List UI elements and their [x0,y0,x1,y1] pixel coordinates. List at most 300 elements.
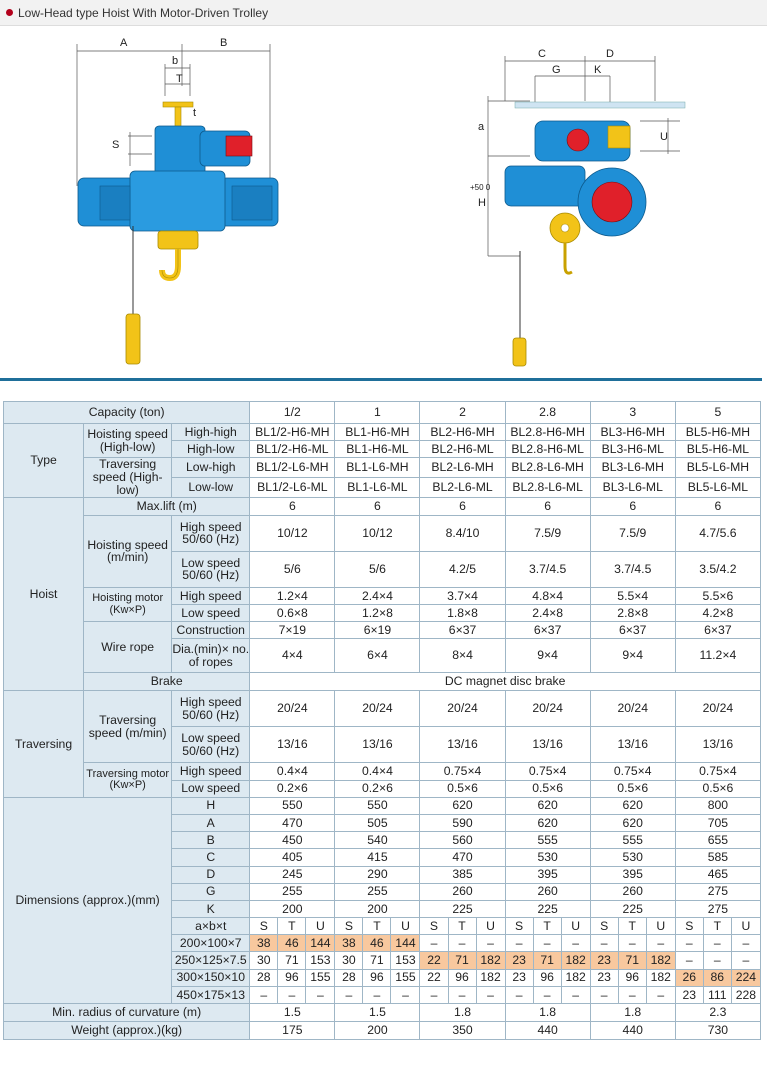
value-cell: 1 [335,402,420,424]
value-cell: BL2-L6-ML [420,478,505,498]
dimension-row-label: D [172,866,250,883]
value-cell: 395 [505,866,590,883]
beam-value-cell: – [250,986,278,1003]
table-row [4,497,761,515]
value-cell: 20/24 [420,691,505,727]
beam-value-cell: – [448,986,476,1003]
value-cell: 225 [505,900,590,917]
table-row [4,622,761,639]
value-cell: 550 [335,797,420,814]
value-cell: 275 [675,883,760,900]
bullet-icon [6,9,13,16]
beam-value-cell: 71 [448,952,476,969]
hoist-label: Hoist [4,497,84,691]
value-cell: 13/16 [590,727,675,763]
value-cell: 1.5 [250,1004,335,1022]
hoist-drawings [0,26,767,376]
beam-value-cell: 71 [533,952,561,969]
stu-header-cell: U [391,918,420,935]
high-speed-label: High speed [172,763,250,780]
table-row [4,691,761,727]
beam-value-cell: 153 [306,952,335,969]
value-cell: 2.3 [675,1004,760,1022]
value-cell: 505 [335,814,420,831]
stu-header-cell: U [731,918,760,935]
value-cell: 5.5×6 [675,587,760,604]
high-speed-label: High speed [172,587,250,604]
value-cell: 1.5 [335,1004,420,1022]
value-cell: 450 [250,832,335,849]
page-header [0,0,767,26]
value-cell: 6 [590,497,675,515]
stu-header-cell: S [335,918,363,935]
beam-row-label: 450×175×13 [172,986,250,1003]
value-cell: BL2-H6-MH [420,424,505,441]
beam-value-cell: 224 [731,969,760,986]
beam-value-cell: 23 [675,986,703,1003]
value-cell: BL2-L6-MH [420,458,505,478]
beam-value-cell: – [703,952,731,969]
table-row [4,402,761,424]
value-cell: 260 [420,883,505,900]
label-K: K [594,64,602,76]
value-cell: 4.2/5 [420,551,505,587]
value-cell: 200 [250,900,335,917]
dimension-row-label: K [172,900,250,917]
beam-value-cell: 182 [646,952,675,969]
value-cell: 0.5×6 [505,780,590,797]
label-b: b [172,55,179,67]
value-cell: 385 [420,866,505,883]
beam-value-cell: 22 [420,952,448,969]
label-A: A [120,37,128,49]
value-cell: 3.7/4.5 [505,551,590,587]
beam-value-cell: 153 [391,952,420,969]
value-cell: 20/24 [250,691,335,727]
value-cell: 620 [590,814,675,831]
value-cell: 2.4×4 [335,587,420,604]
table-row [4,587,761,604]
beam-value-cell: 155 [306,969,335,986]
rope-diameter-label: Dia.(min)× no. of ropes [172,639,250,673]
spec-table [3,401,761,1040]
value-cell: 13/16 [675,727,760,763]
beam-value-cell: – [561,986,590,1003]
value-cell: 9×4 [590,639,675,673]
beam-value-cell: – [306,986,335,1003]
value-cell: BL1-L6-ML [335,478,420,498]
beam-value-cell: 22 [420,969,448,986]
value-cell: 2 [420,402,505,424]
value-cell: 800 [675,797,760,814]
value-cell: 13/16 [420,727,505,763]
high-speed-label: High speed 50/60 (Hz) [172,691,250,727]
beam-value-cell: – [278,986,306,1003]
value-cell: 4×4 [250,639,335,673]
value-cell: BL5-H6-MH [675,424,760,441]
value-cell: 20/24 [505,691,590,727]
type-label: Type [4,424,84,498]
beam-value-cell: 144 [306,935,335,952]
value-cell: 440 [590,1022,675,1040]
beam-value-cell: 38 [250,935,278,952]
value-cell: 0.5×6 [420,780,505,797]
beam-value-cell: 96 [278,969,306,986]
high-speed-label: High speed 50/60 (Hz) [172,515,250,551]
value-cell: 260 [590,883,675,900]
value-cell: 4.7/5.6 [675,515,760,551]
table-row [4,424,761,441]
value-cell: 1.8 [590,1004,675,1022]
beam-value-cell: – [646,986,675,1003]
value-cell: 255 [250,883,335,900]
value-cell: 0.5×6 [590,780,675,797]
value-cell: 6×4 [335,639,420,673]
beam-value-cell: 144 [391,935,420,952]
value-cell: 620 [590,797,675,814]
table-row [4,515,761,551]
label-T: T [176,73,183,85]
beam-value-cell: – [703,935,731,952]
beam-value-cell: 30 [250,952,278,969]
value-cell: 555 [590,832,675,849]
beam-value-cell: 96 [448,969,476,986]
beam-value-cell: – [561,935,590,952]
beam-value-cell: – [533,935,561,952]
value-cell: 0.2×6 [250,780,335,797]
beam-value-cell: 71 [278,952,306,969]
stu-header-cell: S [590,918,618,935]
value-cell: BL3-L6-ML [590,478,675,498]
beam-value-cell: 182 [646,969,675,986]
label-C: C [538,48,546,60]
label-H: H [478,197,486,209]
value-cell: BL3-L6-MH [590,458,675,478]
beam-value-cell: – [533,986,561,1003]
beam-value-cell: – [476,935,505,952]
beam-value-cell: 71 [618,952,646,969]
value-cell: 350 [420,1022,505,1040]
value-cell: BL1-L6-MH [335,458,420,478]
value-cell: 3.7×4 [420,587,505,604]
value-cell: 655 [675,832,760,849]
value-cell: BL1/2-L6-MH [250,458,335,478]
value-cell: 13/16 [335,727,420,763]
beam-value-cell: – [618,986,646,1003]
beam-value-cell: 28 [335,969,363,986]
stu-header-cell: S [505,918,533,935]
value-cell: BL3-H6-ML [590,441,675,458]
beam-value-cell: – [420,935,448,952]
beam-value-cell: – [505,935,533,952]
value-cell: 0.4×4 [250,763,335,780]
beam-value-cell: 182 [561,952,590,969]
label-t: t [193,107,197,119]
value-cell: 0.75×4 [675,763,760,780]
value-cell: 465 [675,866,760,883]
type-row-label: Low-low [172,478,250,498]
beam-value-cell: 71 [363,952,391,969]
construction-label: Construction [172,622,250,639]
value-cell: 6 [335,497,420,515]
value-cell: 290 [335,866,420,883]
table-row [4,797,761,814]
stu-header-cell: U [476,918,505,935]
value-cell: 0.75×4 [505,763,590,780]
value-cell: 6 [420,497,505,515]
value-cell: 200 [335,1022,420,1040]
value-cell: 200 [335,900,420,917]
type-row-label: Low-high [172,458,250,478]
beam-value-cell: – [448,935,476,952]
value-cell: 6×37 [675,622,760,639]
table-row [4,1022,761,1040]
beam-value-cell: – [335,986,363,1003]
value-cell: 8×4 [420,639,505,673]
label-B: B [220,37,228,49]
value-cell: 20/24 [590,691,675,727]
value-cell: 225 [420,900,505,917]
wire-rope-label: Wire rope [84,622,172,673]
max-lift-label: Max.lift (m) [84,497,250,515]
stu-header-cell: T [703,918,731,935]
value-cell: 11.2×4 [675,639,760,673]
value-cell: 550 [250,797,335,814]
beam-row-label: 200×100×7 [172,935,250,952]
value-cell: 3.7/4.5 [590,551,675,587]
beam-value-cell: 155 [391,969,420,986]
beam-row-label: 300×150×10 [172,969,250,986]
table-row [4,458,761,478]
value-cell: 0.4×4 [335,763,420,780]
value-cell: 590 [420,814,505,831]
beam-value-cell: – [731,952,760,969]
value-cell: 7×19 [250,622,335,639]
beam-value-cell: – [590,935,618,952]
value-cell: 530 [505,849,590,866]
beam-value-cell: 228 [731,986,760,1003]
value-cell: BL5-L6-ML [675,478,760,498]
value-cell: 5.5×4 [590,587,675,604]
weight-label: Weight (approx.)(kg) [4,1022,250,1040]
value-cell: 620 [505,814,590,831]
value-cell: 3 [590,402,675,424]
stu-header-cell: U [646,918,675,935]
traversing-speed-type-label: Traversing speed (High-low) [84,458,172,497]
value-cell: 440 [505,1022,590,1040]
value-cell: 415 [335,849,420,866]
beam-value-cell: 26 [675,969,703,986]
beam-value-cell: 96 [363,969,391,986]
value-cell: 1.2×4 [250,587,335,604]
label-D: D [606,48,614,60]
value-cell: 6×37 [505,622,590,639]
value-cell: 20/24 [335,691,420,727]
beam-value-cell: 182 [476,952,505,969]
low-speed-label: Low speed [172,780,250,797]
dimension-row-label: H [172,797,250,814]
beam-value-cell: 38 [335,935,363,952]
table-row [4,763,761,780]
traversing-label: Traversing [4,691,84,797]
value-cell: 245 [250,866,335,883]
table-row [4,1004,761,1022]
label-U: U [660,131,668,143]
low-speed-label: Low speed [172,605,250,622]
value-cell: BL1/2-H6-ML [250,441,335,458]
value-cell: 260 [505,883,590,900]
beam-row-label: 250×125×7.5 [172,952,250,969]
value-cell: 5 [675,402,760,424]
value-cell: 9×4 [505,639,590,673]
dimension-row-label: A [172,814,250,831]
traversing-speed-label: Traversing speed (m/min) [84,691,172,763]
beam-value-cell: 23 [505,952,533,969]
value-cell: 4.8×4 [505,587,590,604]
page-title: Low-Head type Hoist With Motor-Driven Trolley [18,5,269,20]
value-cell: 2.8 [505,402,590,424]
value-cell: BL3-H6-MH [590,424,675,441]
value-cell: 275 [675,900,760,917]
type-row-label: High-high [172,424,250,441]
value-cell: 6 [505,497,590,515]
beam-value-cell: 96 [618,969,646,986]
section-divider [0,378,762,381]
label-S: S [112,139,120,151]
value-cell: 730 [675,1022,760,1040]
value-cell: 1.2×8 [335,605,420,622]
beam-value-cell: 46 [278,935,306,952]
beam-value-cell: 182 [561,969,590,986]
value-cell: 555 [505,832,590,849]
value-cell: 13/16 [250,727,335,763]
curvature-label: Min. radius of curvature (m) [4,1004,250,1022]
stu-header-cell: T [363,918,391,935]
beam-value-cell: 23 [590,969,618,986]
spec-table-body [4,402,761,1040]
value-cell: 0.5×6 [675,780,760,797]
value-cell: 560 [420,832,505,849]
beam-value-cell: 96 [533,969,561,986]
value-cell: 175 [250,1022,335,1040]
stu-header-cell: U [306,918,335,935]
stu-header-cell: T [533,918,561,935]
stu-header-cell: T [278,918,306,935]
value-cell: 1.8 [420,1004,505,1022]
table-row [4,673,761,691]
value-cell: 6×37 [590,622,675,639]
value-cell: 20/24 [675,691,760,727]
value-cell: 225 [590,900,675,917]
value-cell: 620 [420,797,505,814]
hoisting-motor-label: Hoisting motor (Kw×P) [84,587,172,621]
value-cell: 1.8 [505,1004,590,1022]
label-G: G [552,64,561,76]
value-cell: 7.5/9 [505,515,590,551]
value-cell: 1/2 [250,402,335,424]
value-cell: 7.5/9 [590,515,675,551]
value-cell: 5/6 [335,551,420,587]
beam-value-cell: – [675,935,703,952]
value-cell: 6 [250,497,335,515]
value-cell: BL2-H6-ML [420,441,505,458]
value-cell: BL1/2-L6-ML [250,478,335,498]
beam-value-cell: – [420,986,448,1003]
value-cell: 4.2×8 [675,605,760,622]
beam-size-label: a×b×t [172,918,250,935]
value-cell: 6 [675,497,760,515]
value-cell: 705 [675,814,760,831]
value-cell: 10/12 [250,515,335,551]
stu-header-cell: U [561,918,590,935]
value-cell: BL5-H6-ML [675,441,760,458]
beam-value-cell: – [675,952,703,969]
value-cell: 0.2×6 [335,780,420,797]
beam-value-cell: 46 [363,935,391,952]
value-cell: BL2.8-L6-ML [505,478,590,498]
value-cell: 470 [420,849,505,866]
value-cell: 405 [250,849,335,866]
value-cell: 6×37 [420,622,505,639]
brake-value: DC magnet disc brake [250,673,761,691]
hoisting-speed-type-label: Hoisting speed (High-low) [84,424,172,458]
value-cell: BL1/2-H6-MH [250,424,335,441]
value-cell: 6×19 [335,622,420,639]
beam-value-cell: – [731,935,760,952]
beam-value-cell: 23 [590,952,618,969]
beam-value-cell: 86 [703,969,731,986]
dimension-row-label: B [172,832,250,849]
value-cell: 13/16 [505,727,590,763]
stu-header-cell: S [420,918,448,935]
beam-value-cell: 30 [335,952,363,969]
dimensions-label: Dimensions (approx.)(mm) [4,797,172,1003]
capacity-label: Capacity (ton) [4,402,250,424]
stu-header-cell: S [675,918,703,935]
value-cell: 2.8×8 [590,605,675,622]
value-cell: 5/6 [250,551,335,587]
beam-value-cell: 28 [250,969,278,986]
value-cell: 540 [335,832,420,849]
beam-value-cell: – [590,986,618,1003]
low-speed-label: Low speed 50/60 (Hz) [172,551,250,587]
value-cell: 0.75×4 [420,763,505,780]
beam-value-cell: – [476,986,505,1003]
beam-value-cell: – [391,986,420,1003]
value-cell: 3.5/4.2 [675,551,760,587]
value-cell: 0.75×4 [590,763,675,780]
value-cell: 395 [590,866,675,883]
beam-value-cell: – [618,935,646,952]
value-cell: BL1-H6-MH [335,424,420,441]
value-cell: 530 [590,849,675,866]
type-row-label: High-low [172,441,250,458]
value-cell: 620 [505,797,590,814]
low-speed-label: Low speed 50/60 (Hz) [172,727,250,763]
traversing-motor-label: Traversing motor (Kw×P) [84,763,172,797]
brake-label: Brake [84,673,250,691]
value-cell: 10/12 [335,515,420,551]
value-cell: 8.4/10 [420,515,505,551]
value-cell: BL2.8-L6-MH [505,458,590,478]
dimension-row-label: G [172,883,250,900]
value-cell: 585 [675,849,760,866]
stu-header-cell: S [250,918,278,935]
beam-value-cell: 23 [505,969,533,986]
beam-value-cell: – [646,935,675,952]
value-cell: BL2.8-H6-MH [505,424,590,441]
value-cell: BL2.8-H6-ML [505,441,590,458]
